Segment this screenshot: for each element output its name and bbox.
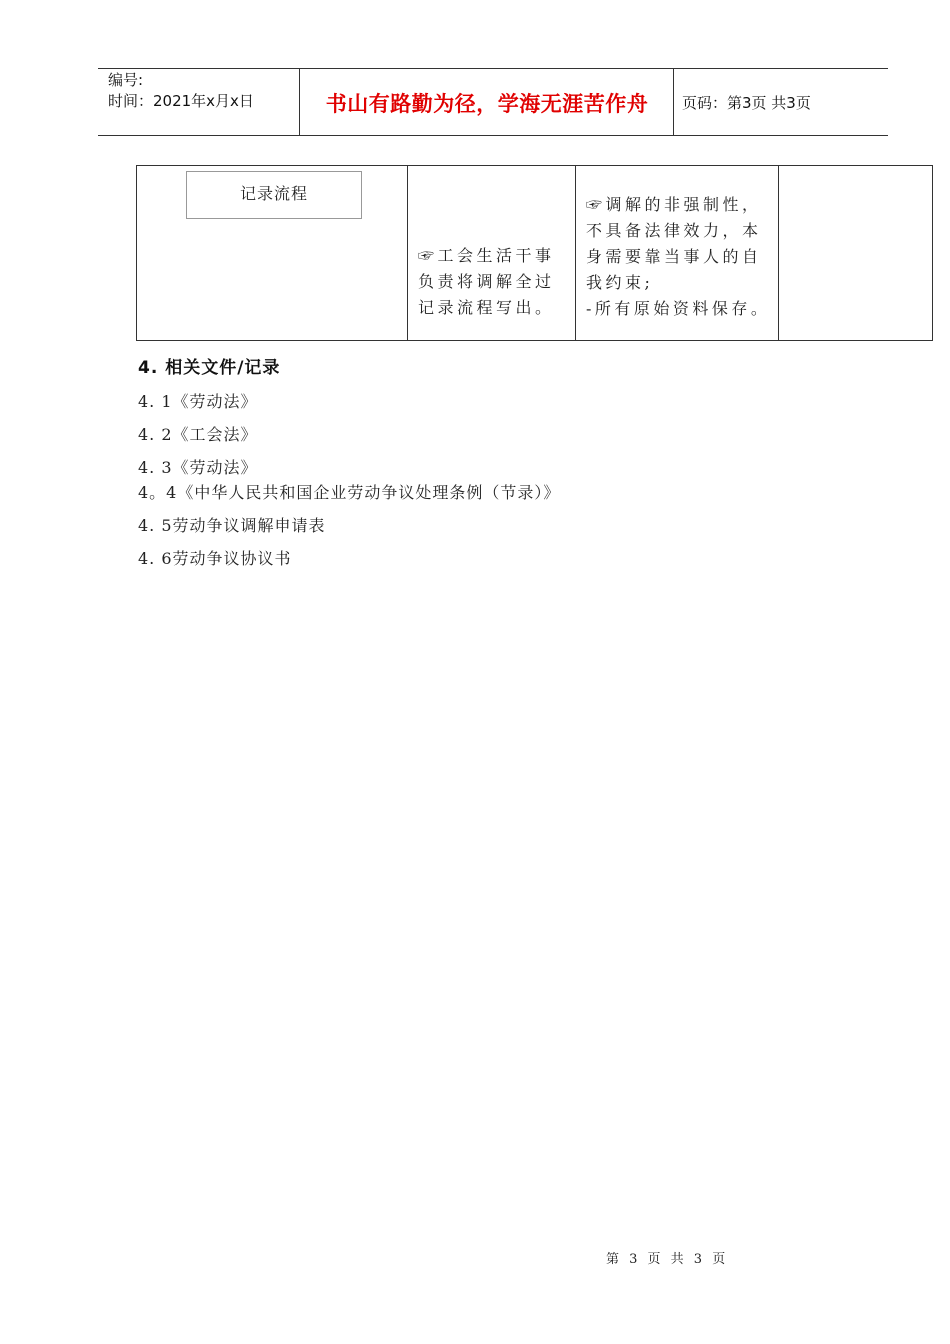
flow-step-cell (137, 166, 408, 341)
reference-item: 4. 3《劳动法》 (138, 458, 258, 477)
reference-item: 4. 1《劳动法》 (138, 392, 258, 411)
process-table (136, 165, 933, 341)
responsibility-text: ☞工会生活干事负责将调解全过记录流程写出。 (418, 246, 555, 317)
notes-text: ☞调解的非强制性，不具备法律效力，本身需要靠当事人的自我约束; -所有原始资料保存。 (586, 195, 771, 318)
responsibility-cell (408, 166, 576, 341)
reference-item: 4. 5劳动争议调解申请表 (138, 516, 326, 535)
reference-item: 4。4《中华人民共和国企业劳动争议处理条例（节录）》 (138, 483, 561, 502)
flow-step-box: 记录流程 (186, 171, 362, 219)
header-page-number: 页码：第3页 共3页 (682, 94, 811, 112)
doc-time-label: 时间：2021年x月x日 (108, 92, 254, 110)
footer-page-number: 第 3 页 共 3 页 (606, 1252, 729, 1267)
table-row (137, 166, 933, 341)
reference-item: 4. 2《工会法》 (138, 425, 258, 444)
empty-cell (779, 166, 933, 341)
section-title: 4. 相关文件/记录 (138, 358, 281, 378)
reference-item: 4. 6劳动争议协议书 (138, 549, 292, 568)
doc-code-label: 编号: (108, 71, 144, 89)
header-motto: 书山有路勤为径，学海无涯苦作舟 (325, 91, 649, 116)
header-meta (108, 70, 254, 112)
notes-cell (576, 166, 779, 341)
